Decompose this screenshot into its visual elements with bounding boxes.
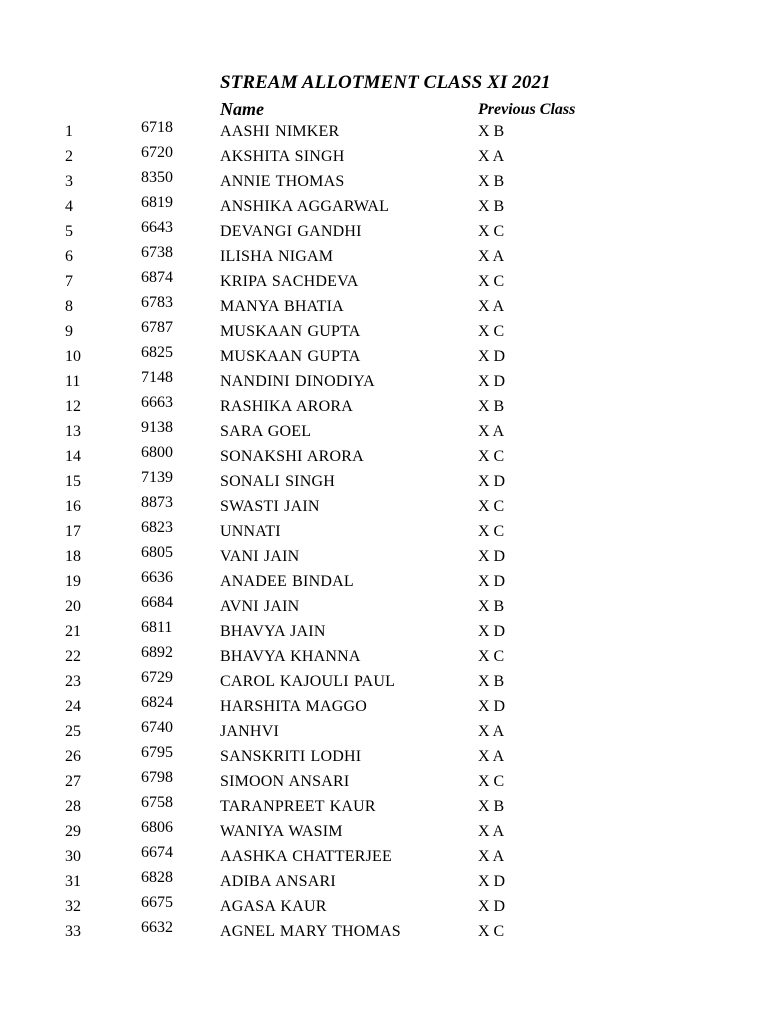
student-name: DEVANGI GANDHI [220,223,362,240]
table-row [0,821,768,846]
serial-number: 15 [65,473,81,490]
student-name: UNNATI [220,523,281,540]
previous-class: X C [478,448,505,465]
admission-number: 6805 [141,544,173,561]
table-row [0,621,768,646]
table-row [0,721,768,746]
table-row [0,521,768,546]
serial-number: 7 [65,273,73,290]
previous-class: X C [478,923,505,940]
page-title: STREAM ALLOTMENT CLASS XI 2021 [220,72,551,93]
admission-number: 6806 [141,819,173,836]
admission-number: 6663 [141,394,173,411]
serial-number: 25 [65,723,81,740]
previous-class: X D [478,473,506,490]
previous-class: X C [478,498,505,515]
admission-number: 7139 [141,469,173,486]
table-row [0,671,768,696]
serial-number: 31 [65,873,81,890]
previous-class: X A [478,248,505,265]
previous-class: X B [478,198,505,215]
serial-number: 3 [65,173,73,190]
serial-number: 33 [65,923,81,940]
student-name: AVNI JAIN [220,598,300,615]
student-name: SANSKRITI LODHI [220,748,362,765]
table-row [0,596,768,621]
student-name: MUSKAAN GUPTA [220,348,361,365]
table-row [0,896,768,921]
serial-number: 23 [65,673,81,690]
previous-class: X B [478,673,505,690]
admission-number: 6892 [141,644,173,661]
student-name: VANI JAIN [220,548,300,565]
table-row [0,221,768,246]
table-row [0,771,768,796]
previous-class: X C [478,273,505,290]
serial-number: 18 [65,548,81,565]
serial-number: 5 [65,223,73,240]
student-name: SONALI SINGH [220,473,335,490]
student-name: SIMOON ANSARI [220,773,350,790]
serial-number: 8 [65,298,73,315]
previous-class: X B [478,123,505,140]
admission-number: 6718 [141,119,173,136]
admission-number: 8350 [141,169,173,186]
previous-class: X D [478,623,506,640]
student-name: CAROL KAJOULI PAUL [220,673,396,690]
previous-class: X A [478,423,505,440]
column-header-previous-class: Previous Class [478,101,576,118]
student-name: AASHI NIMKER [220,123,340,140]
previous-class: X D [478,573,506,590]
admission-number: 6738 [141,244,173,261]
serial-number: 12 [65,398,81,415]
serial-number: 21 [65,623,81,640]
previous-class: X D [478,548,506,565]
serial-number: 17 [65,523,81,540]
previous-class: X C [478,223,505,240]
serial-number: 30 [65,848,81,865]
table-row [0,421,768,446]
admission-number: 6819 [141,194,173,211]
serial-number: 1 [65,123,73,140]
serial-number: 29 [65,823,81,840]
previous-class: X D [478,348,506,365]
previous-class: X C [478,323,505,340]
admission-number: 7148 [141,369,173,386]
serial-number: 16 [65,498,81,515]
previous-class: X D [478,698,506,715]
admission-number: 6823 [141,519,173,536]
serial-number: 11 [65,373,81,390]
table-row [0,246,768,271]
admission-number: 6811 [141,619,173,636]
admission-number: 6825 [141,344,173,361]
previous-class: X A [478,823,505,840]
student-name: MANYA BHATIA [220,298,344,315]
student-list [0,121,768,946]
student-name: RASHIKA ARORA [220,398,353,415]
admission-number: 6636 [141,569,173,586]
table-row [0,571,768,596]
table-row [0,396,768,421]
admission-number: 6795 [141,744,173,761]
student-name: ANADEE BINDAL [220,573,354,590]
table-row [0,296,768,321]
student-name: SONAKSHI ARORA [220,448,364,465]
admission-number: 6783 [141,294,173,311]
previous-class: X C [478,523,505,540]
table-row [0,546,768,571]
serial-number: 13 [65,423,81,440]
student-name: SWASTI JAIN [220,498,320,515]
student-name: ANSHIKA AGGARWAL [220,198,390,215]
table-row [0,121,768,146]
serial-number: 6 [65,248,73,265]
student-name: WANIYA WASIM [220,823,343,840]
student-name: SARA GOEL [220,423,312,440]
student-name: NANDINI DINODIYA [220,373,375,390]
admission-number: 6800 [141,444,173,461]
table-row [0,196,768,221]
admission-number: 6643 [141,219,173,236]
table-row [0,171,768,196]
previous-class: X C [478,773,505,790]
table-row [0,371,768,396]
previous-class: X A [478,748,505,765]
previous-class: X D [478,373,506,390]
admission-number: 8873 [141,494,173,511]
table-row [0,646,768,671]
column-header-name: Name [220,99,264,119]
table-row [0,796,768,821]
table-row [0,846,768,871]
serial-number: 4 [65,198,73,215]
admission-number: 6729 [141,669,173,686]
admission-number: 6824 [141,694,173,711]
student-name: AGASA KAUR [220,898,327,915]
table-row [0,871,768,896]
previous-class: X A [478,148,505,165]
serial-number: 26 [65,748,81,765]
serial-number: 24 [65,698,81,715]
student-name: HARSHITA MAGGO [220,698,367,715]
serial-number: 20 [65,598,81,615]
previous-class: X A [478,298,505,315]
student-name: BHAVYA JAIN [220,623,326,640]
admission-number: 6828 [141,869,173,886]
student-name: AGNEL MARY THOMAS [220,923,401,940]
table-row [0,271,768,296]
student-name: MUSKAAN GUPTA [220,323,361,340]
student-name: ADIBA ANSARI [220,873,336,890]
table-row [0,446,768,471]
serial-number: 10 [65,348,81,365]
admission-number: 6787 [141,319,173,336]
admission-number: 6675 [141,894,173,911]
admission-number: 6684 [141,594,173,611]
serial-number: 28 [65,798,81,815]
admission-number: 6720 [141,144,173,161]
table-row [0,746,768,771]
table-row [0,496,768,521]
student-name: JANHVI [220,723,279,740]
previous-class: X A [478,723,505,740]
student-name: ANNIE THOMAS [220,173,345,190]
admission-number: 6632 [141,919,173,936]
student-name: KRIPA SACHDEVA [220,273,359,290]
admission-number: 6798 [141,769,173,786]
previous-class: X B [478,173,505,190]
previous-class: X C [478,648,505,665]
student-name: BHAVYA KHANNA [220,648,361,665]
table-row [0,346,768,371]
previous-class: X B [478,598,505,615]
admission-number: 9138 [141,419,173,436]
serial-number: 2 [65,148,73,165]
previous-class: X D [478,898,506,915]
admission-number: 6674 [141,844,173,861]
serial-number: 32 [65,898,81,915]
previous-class: X D [478,873,506,890]
table-row [0,321,768,346]
admission-number: 6874 [141,269,173,286]
previous-class: X B [478,798,505,815]
serial-number: 19 [65,573,81,590]
admission-number: 6758 [141,794,173,811]
serial-number: 9 [65,323,73,340]
previous-class: X A [478,848,505,865]
table-row [0,696,768,721]
serial-number: 27 [65,773,81,790]
previous-class: X B [478,398,505,415]
student-name: ILISHA NIGAM [220,248,334,265]
student-name: AKSHITA SINGH [220,148,345,165]
table-row [0,921,768,946]
table-row [0,471,768,496]
serial-number: 22 [65,648,81,665]
table-row [0,146,768,171]
student-name: TARANPREET KAUR [220,798,376,815]
serial-number: 14 [65,448,81,465]
admission-number: 6740 [141,719,173,736]
student-name: AASHKA CHATTERJEE [220,848,392,865]
